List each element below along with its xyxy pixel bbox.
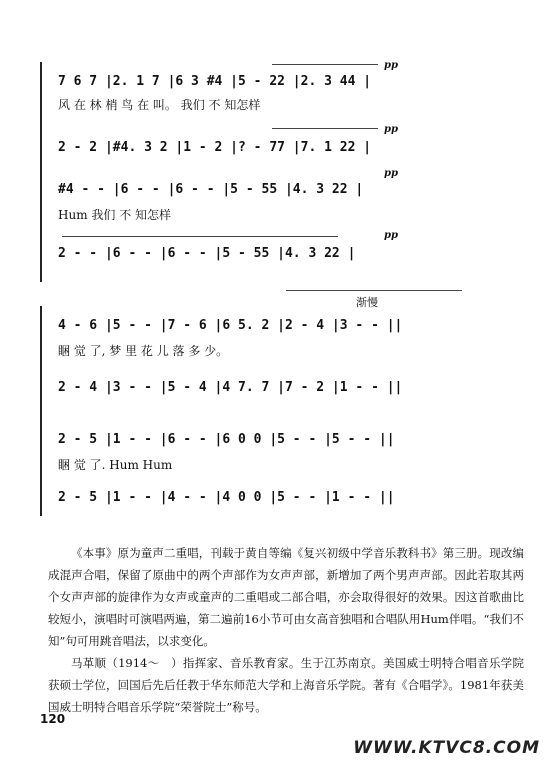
s2-part3-notes: 2 - 5 |1 - - |6 - - |6 0 0 |5 - - |5 - - || (58, 432, 395, 447)
system1-brace (40, 62, 46, 282)
s2-part2-notes: 2 - 4 |3 - - |5 - 4 |4 7. 7 |7 - 2 |1 - - || (58, 380, 403, 395)
dynamic-pp-3: pp (384, 168, 398, 179)
s1-part1-lyrics: 风 在 林 梢 鸟 在 叫。 我们 不 知怎样 (58, 98, 261, 112)
s1-part3-lyrics: Hum 我们 不 知怎样 (58, 208, 172, 222)
dynamic-pp-1: pp (384, 60, 398, 71)
page-number: 120 (40, 712, 66, 726)
tempo-marking: 渐慢 (356, 296, 378, 309)
dynamic-pp-2: pp (384, 124, 398, 135)
s2-part1-lyrics: 睏 觉 了, 梦 里 花 儿 落 多 少。 (58, 344, 229, 358)
tempo-line (286, 290, 462, 291)
s2-part3-lyrics: 睏 觉 了. Hum Hum (58, 458, 173, 472)
s1-part2-notes: 2 - 2 |#4. 3 2 |1 - 2 |? - 77 |7. 1 22 | (58, 140, 372, 155)
hairpin-1 (272, 64, 378, 65)
s1-part1-notes: 7 6 7 |2. 1 7 |6 3 #4 |5 - 22 |2. 3 44 | (58, 74, 372, 89)
hairpin-2 (272, 128, 378, 129)
s2-part1-notes: 4 - 6 |5 - - |7 - 6 |6 5. 2 |2 - 4 |3 - - || (58, 318, 403, 333)
system2-brace (40, 306, 46, 516)
notes-paragraph-2: 马革顺（1914～ ）指挥家、音乐教育家。生于江苏南京。美国威士明特合唱音乐学院获硕士学位，回国后先后任教于华东师范大学和上海音乐学院。著有《合唱学》。1981年获美国威士明特合唱音乐学院“荣誉院士”称号。 (48, 656, 524, 714)
s1-part3-notes: #4 - - |6 - - |6 - - |5 - 55 |4. 3 22 | (58, 182, 364, 197)
hairpin-4 (62, 236, 338, 237)
dynamic-pp-4: pp (384, 230, 398, 241)
s2-part4-notes: 2 - 5 |1 - - |4 - - |4 0 0 |5 - - |1 - - || (58, 490, 395, 505)
notes-paragraph-1: 《本事》原为童声二重唱，刊载于黄自等编《复兴初级中学音乐教科书》第三册。现改编成混声合唱，保留了原曲中的两个声部作为女声声部，新增加了两个男声声部。因此若取其两个女声声部的旋律作为女声或童声的二重唱或二部合唱，亦会取得很好的效果。因这首歌曲比较短小，演唱时可演唱两遍，第二遍前16小节可由女高音独唱和合唱队用Hum伴唱。“我们不知”句可用跳音唱法，以求变化。 (48, 546, 524, 648)
watermark-logo: WWW.KTVC8.COM (353, 738, 540, 758)
s1-part4-notes: 2 - - |6 - - |6 - - |5 - 55 |4. 3 22 | (58, 246, 356, 261)
